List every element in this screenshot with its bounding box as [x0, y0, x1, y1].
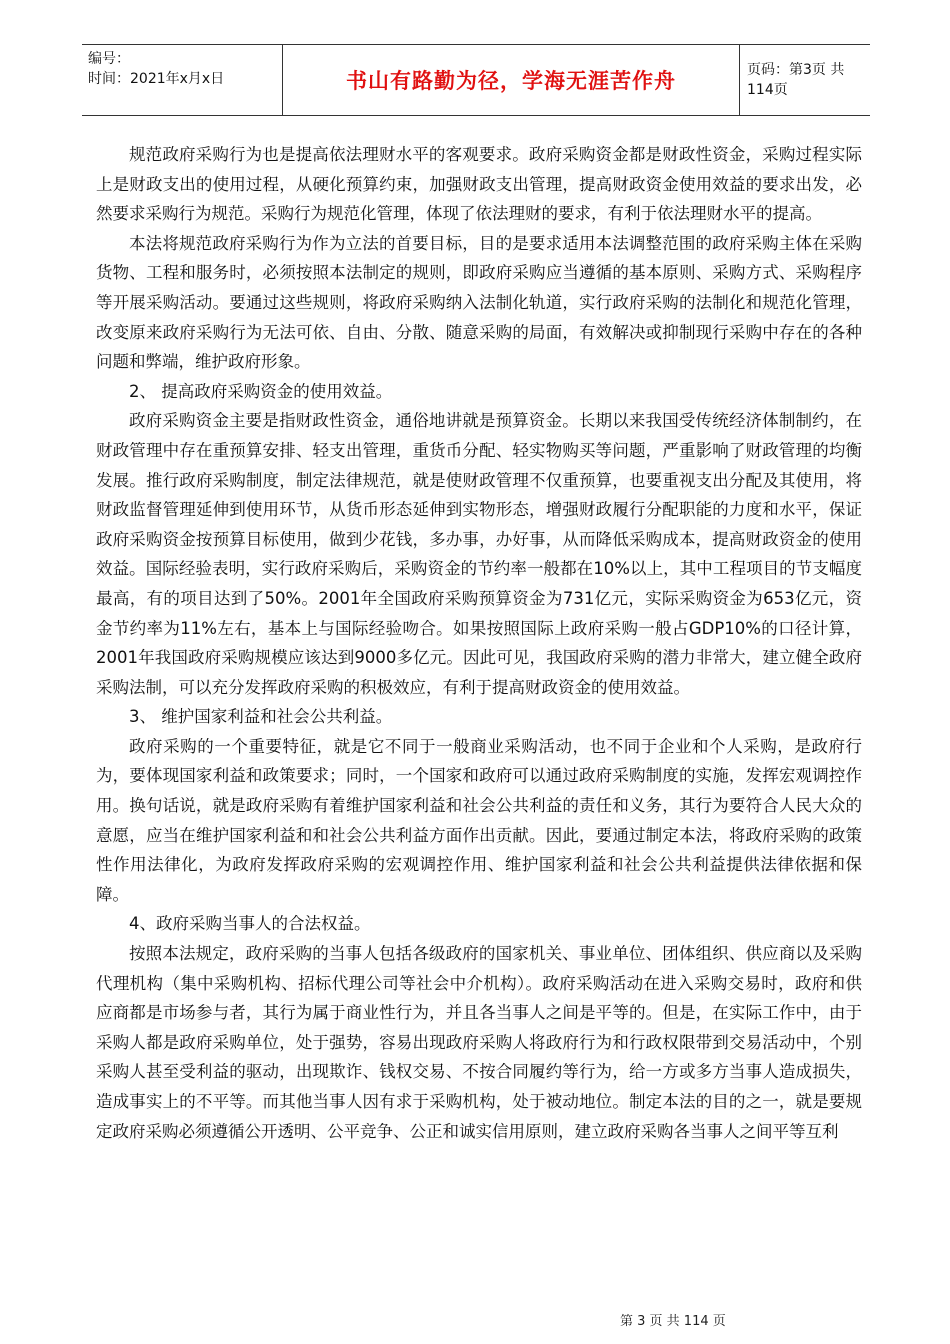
- document-body: [96, 140, 862, 1146]
- paragraph: 政府采购的一个重要特征，就是它不同于一般商业采购活动，也不同于企业和个人采购，是政府行为，要体现国家利益和政策要求；同时，一个国家和政府可以通过政府采购制度的实施，发挥宏观调控作用。换句话说，就是政府采购有着维护国家利益和社会公共利益的责任和义务，其行为要符合人民大众的意愿，应当在维护国家利益和和社会公共利益方面作出贡献。因此，要通过制定本法，将政府采购的政策性作用法律化，为政府发挥政府采购的宏观调控作用、维护国家利益和社会公共利益提供法律依据和保障。: [96, 736, 862, 904]
- document-number-label: 编号：: [88, 51, 130, 67]
- header-motto-cell: [282, 45, 740, 115]
- header-right-cell: [739, 45, 870, 115]
- paragraph: 政府采购资金主要是指财政性资金，通俗地讲就是预算资金。长期以来我国受传统经济体制制约，在财政管理中存在重预算安排、轻支出管理，重货币分配、轻实物购买等问题，严重影响了财政管理的均衡发展。推行政府采购制度，制定法律规范，就是使财政管理不仅重预算，也要重视支出分配及其使用，将财政监督管理延伸到使用环节，从货币形态延伸到实物形态，增强财政履行分配职能的力度和水平，保证政府采购资金按预算目标使用，做到少花钱，多办事，办好事，从而降低采购成本，提高财政资金的使用效益。国际经验表明，实行政府采购后，采购资金的节约率一般都在10%以上，其中工程项目的节支幅度最高，有的项目达到了50%。2001年全国政府采购预算资金为731亿元，实际采购资金为653亿元，资金节约率为11%左右，基本上与国际经验吻合。如果按照国际上政府采购一般占GDP10%的口径计算，2001年我国政府采购规模应该达到9000多亿元。因此可见，我国政府采购的潜力非常大，建立健全政府采购法制，可以充分发挥政府采购的积极效应，有利于提高财政资金的使用效益。: [96, 411, 862, 697]
- section-heading: 2、 提高政府采购资金的使用效益。: [129, 381, 393, 401]
- document-time-label: 时间：2021年x月x日: [88, 71, 225, 87]
- header-page-label: 页码：第3页 共114页: [747, 62, 845, 98]
- paragraph: 本法将规范政府采购行为作为立法的首要目标，目的是要求适用本法调整范围的政府采购主体在采购货物、工程和服务时，必须按照本法制定的规则，即政府采购应当遵循的基本原则、采购方式、采购程序等开展采购活动。要通过这些规则，将政府采购纳入法制化轨道，实行政府采购的法制化和规范化管理，改变原来政府采购行为无法可依、自由、分散、随意采购的局面，有效解决或抑制现行采购中存在的各种问题和弊端，维护政府形象。: [96, 233, 862, 372]
- header-motto: 书山有路勤为径，学海无涯苦作舟: [346, 69, 676, 93]
- header-left-cell: [82, 45, 282, 115]
- paragraph: 按照本法规定，政府采购的当事人包括各级政府的国家机关、事业单位、团体组织、供应商以及采购代理机构（集中采购机构、招标代理公司等社会中介机构）。政府采购活动在进入采购交易时，政府和供应商都是市场参与者，其行为属于商业性行为，并且各当事人之间是平等的。但是，在实际工作中，由于采购人都是政府采购单位，处于强势，容易出现政府采购人将政府行为和行政权限带到交易活动中，个别采购人甚至受利益的驱动，出现欺诈、钱权交易、不按合同履约等行为，给一方或多方当事人造成损失，造成事实上的不平等。而其他当事人因有求于采购机构，处于被动地位。制定本法的目的之一，就是要规定政府采购必须遵循公开透明、公平竞争、公正和诚实信用原则，建立政府采购各当事人之间平等互利: [96, 944, 862, 1141]
- page-footer: 第 3 页 共 114 页: [620, 1314, 726, 1329]
- section-heading: 4、政府采购当事人的合法权益。: [129, 914, 371, 934]
- paragraph: 规范政府采购行为也是提高依法理财水平的客观要求。政府采购资金都是财政性资金，采购过程实际上是财政支出的使用过程，从硬化预算约束，加强财政支出管理，提高财政资金使用效益的要求出发，必然要求采购行为规范。采购行为规范化管理，体现了依法理财的要求，有利于依法理财水平的提高。: [96, 145, 862, 224]
- page-header: [82, 44, 870, 116]
- section-heading: 3、 维护国家利益和社会公共利益。: [129, 707, 393, 727]
